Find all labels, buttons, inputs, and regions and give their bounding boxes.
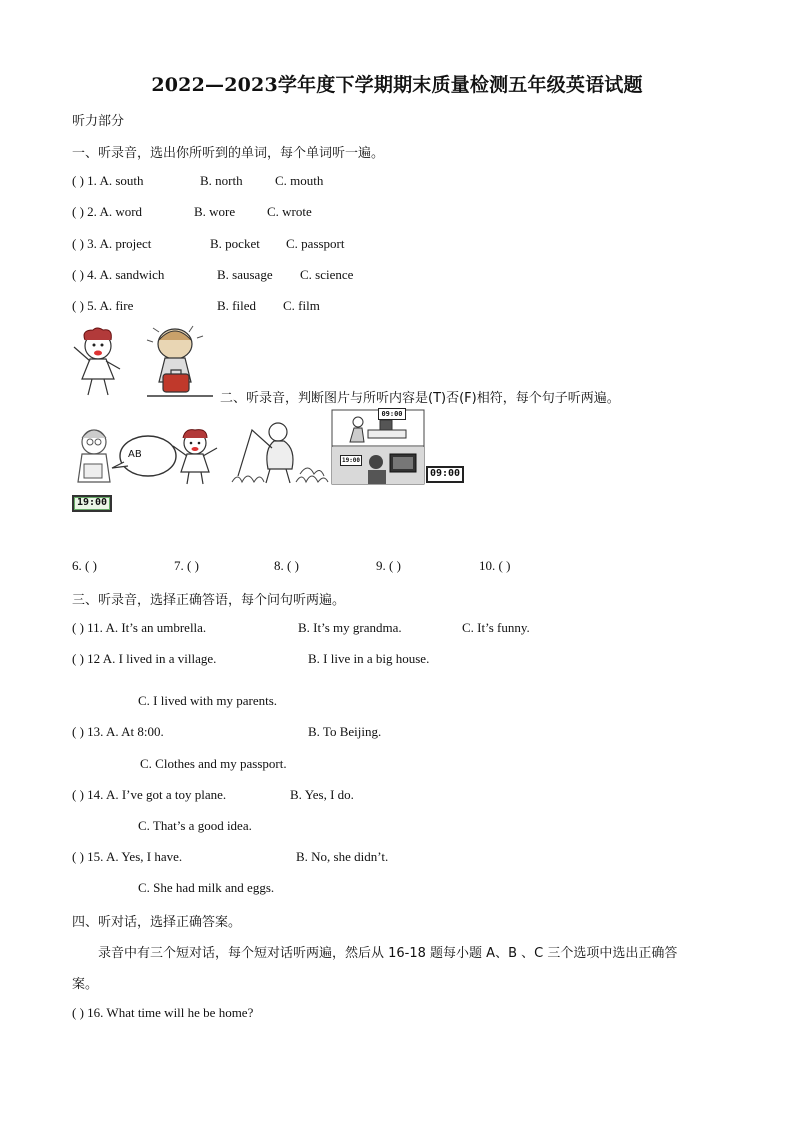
part4-heading: 四、听对话，选择正确答案。 [72, 915, 242, 930]
q3-option-b: B. pocket [210, 236, 260, 251]
q13-option-a: ( ) 13. A. At 8:00. [72, 724, 164, 739]
q14-option-b: B. Yes, I do. [290, 787, 354, 802]
q12-option-b: B. I live in a big house. [308, 651, 430, 666]
q2-option-c: C. wrote [267, 204, 312, 219]
man-with-suitcase-icon [143, 322, 215, 400]
q11-option-b: B. It’s my grandma. [298, 620, 402, 635]
part3-heading: 三、听录音，选择正确答语，每个问句听两遍。 [72, 593, 346, 608]
section-listening-label: 听力部分 [72, 114, 125, 129]
office-and-tv-scene-icon [332, 410, 424, 484]
q13-option-b: B. To Beijing. [308, 724, 382, 739]
blank-6: 6. ( ) [72, 558, 97, 573]
q15-option-c: C. She had milk and eggs. [138, 880, 275, 895]
q11-option-c: C. It’s funny. [462, 620, 530, 635]
q1-option-b: B. north [200, 173, 243, 188]
girl-cartoon-icon [70, 328, 140, 400]
part2-heading: 二、听录音，判断图片与所听内容是(T)否(F)相符，每个句子听两遍。 [220, 391, 620, 406]
page-title: 2022—2023学年度下学期期末质量检测五年级英语试题 [151, 74, 643, 96]
q15-option-a: ( ) 15. A. Yes, I have. [72, 849, 183, 864]
girl-waving-icon [165, 428, 227, 486]
q1-option-a: ( ) 1. A. south [72, 173, 144, 188]
q5-option-a: ( ) 5. A. fire [72, 298, 134, 313]
q14-option-c: C. That’s a good idea. [138, 818, 252, 833]
q14-option-a: ( ) 14. A. I’ve got a toy plane. [72, 787, 227, 802]
q3-option-a: ( ) 3. A. project [72, 236, 152, 251]
q2-option-b: B. wore [194, 204, 236, 219]
q11-option-a: ( ) 11. A. It’s an umbrella. [72, 620, 207, 635]
clock-label-1: 09:00 [378, 408, 406, 420]
q4-option-c: C. science [300, 267, 354, 282]
part4-intro-line2: 案。 [72, 977, 99, 992]
q5-option-c: C. film [283, 298, 320, 313]
person-watering-plants-icon [230, 418, 330, 486]
blank-10: 10. ( ) [479, 558, 511, 573]
q15-option-b: B. No, she didn’t. [296, 849, 389, 864]
question-16: ( ) 16. What time will he be home? [72, 1005, 254, 1020]
q4-option-b: B. sausage [217, 267, 273, 282]
q5-option-b: B. filed [217, 298, 256, 313]
q4-option-a: ( ) 4. A. sandwich [72, 267, 165, 282]
clock-label-2: 19:00 [341, 457, 361, 464]
blank-7: 7. ( ) [174, 558, 199, 573]
part4-intro-line1: 录音中有三个短对话，每个短对话听两遍，然后从 16-18 题每小题 A、B 、C 三个选项中选出正确答 [98, 946, 678, 961]
q12-option-a: ( ) 12 A. I lived in a village. [72, 651, 217, 666]
q12-option-c: C. I lived with my parents. [138, 693, 278, 708]
q13-option-c: C. Clothes and my passport. [140, 756, 287, 771]
blank-9: 9. ( ) [376, 558, 401, 573]
clock-label-4: 19:00 [72, 495, 112, 512]
speech-bubble-text: AB [128, 449, 142, 460]
q1-option-c: C. mouth [275, 173, 324, 188]
q2-option-a: ( ) 2. A. word [72, 204, 143, 219]
part1-heading: 一、听录音，选出你所听到的单词，每个单词听一遍。 [72, 146, 385, 161]
clock-label-3: 09:00 [426, 466, 464, 483]
blank-8: 8. ( ) [274, 558, 299, 573]
q3-option-c: C. passport [286, 236, 345, 251]
